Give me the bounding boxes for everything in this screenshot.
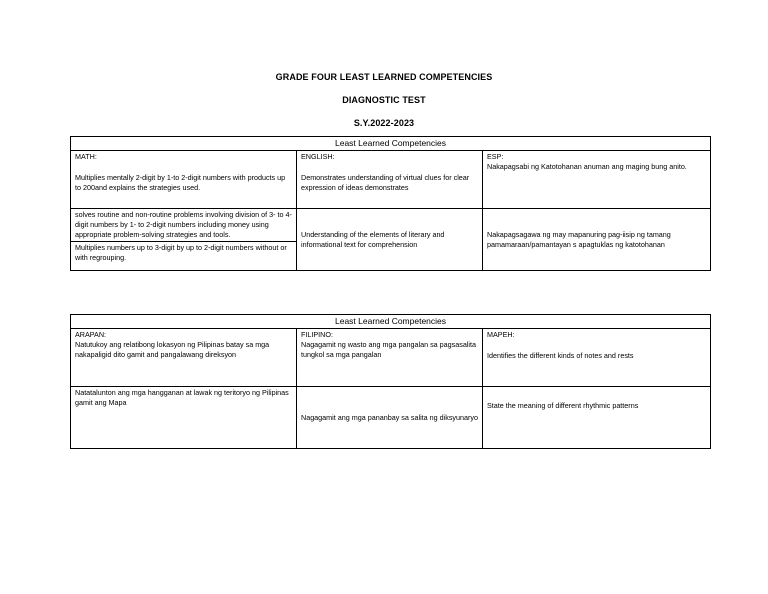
arapan-cell-2 [71,387,297,449]
filipino-competency-2: Nagagamit ang mga pananbay sa salita ng diksyunaryo [301,412,479,422]
math-competency-3: Multiplies numbers up to 3-digit by up to 2-digit numbers without or with regrouping. [75,243,287,262]
math-competency-1: Multiplies mentally 2-digit by 1-to 2-digit numbers with products up to 200and explains the strategies used. [75,173,286,192]
math-cell-2 [71,209,297,271]
document-title: GRADE FOUR LEAST LEARNED COMPETENCIES [275,72,493,82]
math-heading: MATH: [75,152,97,161]
arapan-competency-2: Natatalunton ang mga hangganan at lawak ng teritoryo ng Pilipinas gamit ang Mapa [75,388,289,407]
competencies-table-2 [70,314,711,449]
mapeh-competency-1: Identifies the different kinds of notes and rests [487,351,634,360]
mapeh-cell-2 [483,387,711,449]
english-competency-1: Demonstrates understanding of virtual clues for clear expression of ideas demonstrates [301,173,470,192]
mapeh-competency-2: State the meaning of different rhythmic patterns [487,401,639,410]
esp-heading: ESP: [487,152,504,161]
document-subtitle: DIAGNOSTIC TEST [342,95,426,105]
math-competency-2: solves routine and non-routine problems involving division of 3- to 4-digit numbers by 1- to 2-digit numbers including money using appropriate problem-solving strategies and tools. [71,209,296,242]
esp-competency-2: Nakapagsagawa ng may mapanuring pag-iisip ng tamang pamamaraan/pamantayan s apagtuklas ng katotohanan [487,229,671,249]
school-year: S.Y.2022-2023 [353,118,415,128]
english-cell-2 [297,209,483,271]
arapan-heading: ARAPAN: [75,330,107,339]
mapeh-cell-1 [483,329,711,387]
table-caption: Least Learned Competencies [71,315,711,329]
english-heading: ENGLISH: [301,152,335,161]
english-cell-1 [297,151,483,209]
math-cell-1 [71,151,297,209]
esp-cell-1 [483,151,711,209]
competencies-table-1 [70,136,711,271]
english-competency-2: Understanding of the elements of literary and informational text for comprehension [301,229,445,249]
table-caption: Least Learned Competencies [71,137,711,151]
arapan-competency-1: Natutukoy ang relatibong lokasyon ng Pilipinas batay sa mga nakapaligid dito gamit and pangalawang direksyon [75,340,270,359]
filipino-cell-2 [297,387,483,449]
esp-competency-1: Nakapagsabi ng Katotohanan anuman ang maging bung anito. [487,162,687,171]
arapan-cell-1 [71,329,297,387]
filipino-competency-1: Nagagamit ng wasto ang mga pangalan sa pagsasalita tungkol sa mga pangalan [301,340,477,359]
filipino-cell-1 [297,329,483,387]
mapeh-heading: MAPEH: [487,330,515,339]
filipino-heading: FILIPINO: [301,330,333,339]
esp-cell-2 [483,209,711,271]
